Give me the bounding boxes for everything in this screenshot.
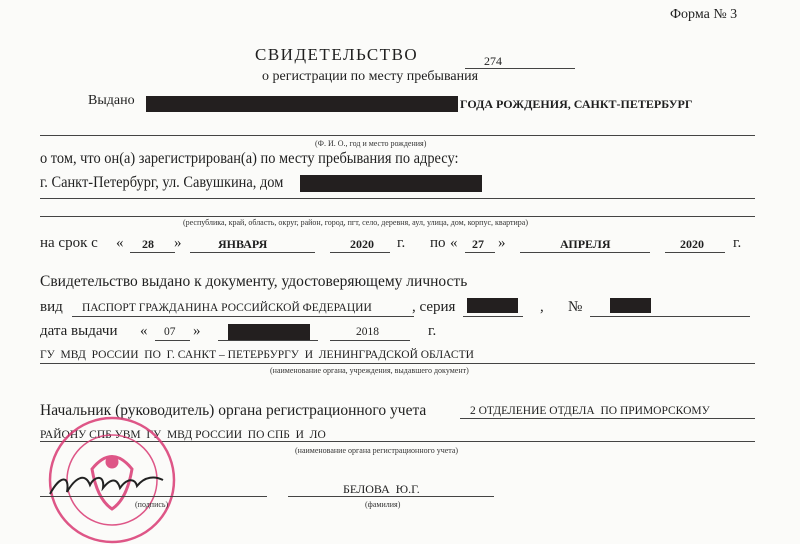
to-month: АПРЕЛЯ (560, 237, 611, 251)
comma: , (540, 299, 544, 315)
document-subtitle: о регистрации по месту пребывания (262, 69, 479, 84)
from-day: 28 (142, 237, 154, 251)
surname: БЕЛОВА Ю.Г. (343, 482, 420, 496)
date-year: 2018 (356, 326, 379, 338)
to-day: 27 (472, 237, 484, 251)
period-from-label: на срок с (40, 235, 98, 251)
registered-text: о том, что он(а) зарегистрирован(а) по месту пребывания по адресу: (40, 150, 459, 167)
address: г. Санкт-Петербург, ул. Савушкина, дом (40, 174, 284, 191)
caption-address: (республика, край, область, округ, район, город, пгт, село, деревня, аул, улица, дом, корпус, квартира) (183, 218, 529, 227)
date-day: 07 (164, 326, 176, 338)
org-line1: 2 ОТДЕЛЕНИЕ ОТДЕЛА ПО ПРИМОРСКОМУ (470, 405, 710, 417)
redacted-address (300, 175, 482, 192)
doc-type: ПАСПОРТ ГРАЖДАНИНА РОССИЙСКОЙ ФЕДЕРАЦИИ (82, 302, 372, 314)
year-suffix: г. (428, 323, 437, 339)
caption-fio: (Ф. И. О., год и место рождения) (315, 139, 427, 148)
redacted-month (228, 324, 310, 340)
org-line2: РАЙОНУ СПБ УВМ ГУ МВД РОССИИ ПО СПБ И ЛО (40, 429, 326, 441)
number-label: № (568, 299, 583, 315)
caption-issuer: (наименование органа, учреждения, выдавшего документ) (270, 366, 469, 375)
issuer: ГУ МВД РОССИИ ПО Г. САНКТ – ПЕТЕРБУРГУ И ЛЕНИНГРАДСКОЙ ОБЛАСТИ (40, 349, 474, 361)
year-suffix: г. (397, 235, 406, 251)
period-to-label: по (430, 235, 446, 251)
date-label: дата выдачи (40, 323, 118, 339)
caption-signature: (подпись) (135, 500, 169, 509)
caption-surname: (фамилия) (365, 500, 401, 509)
redacted-series (467, 298, 518, 313)
quote-close: » (174, 235, 182, 251)
quote-close: » (193, 323, 201, 339)
series-label: , серия (412, 299, 456, 315)
quote-open: « (450, 235, 458, 251)
certificate-number: 274 (484, 54, 502, 68)
from-month: ЯНВАРЯ (218, 237, 268, 251)
from-year: 2020 (350, 237, 374, 251)
issued-value: ГОДА РОЖДЕНИЯ, САНКТ-ПЕТЕРБУРГ (460, 97, 693, 111)
quote-open: « (116, 235, 124, 251)
redacted-name (146, 96, 458, 112)
document-title: СВИДЕТЕЛЬСТВО (255, 45, 419, 64)
to-year: 2020 (680, 237, 704, 251)
quote-close: » (498, 235, 506, 251)
form-number: Форма № 3 (670, 7, 738, 22)
issued-label: Выдано (88, 93, 135, 108)
year-suffix: г. (733, 235, 742, 251)
redacted-number (610, 298, 651, 313)
document-text: Свидетельство выдано к документу, удостоверяющему личность (40, 273, 468, 290)
head-label: Начальник (руководитель) органа регистрационного учета (40, 402, 427, 419)
caption-org: (наименование органа регистрационного учета) (295, 446, 459, 455)
quote-open: « (140, 323, 148, 339)
doc-type-label: вид (40, 299, 63, 315)
